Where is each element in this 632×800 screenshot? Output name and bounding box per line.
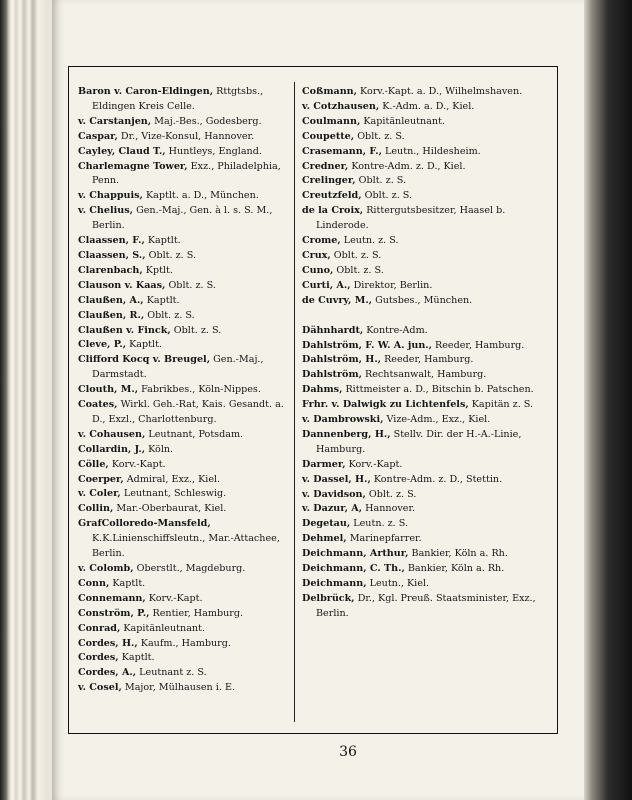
entry-details: Kaptlt.: [118, 652, 155, 664]
entry-details: Dr., Kgl. Preuß. Staatsminister, Exz., Berlin.: [316, 592, 536, 619]
directory-entry: [78, 473, 286, 488]
entry-details: Rttgtsbs., Eldingen Kreis Celle.: [92, 86, 264, 112]
directory-entry: [302, 517, 548, 532]
entry-details: Rechtsanwalt, Hamburg.: [361, 369, 487, 381]
directory-entry: [302, 383, 548, 398]
entry-name: Dähnhardt,: [302, 324, 364, 336]
directory-entry: [78, 487, 286, 502]
entry-name: Delbrück,: [302, 592, 355, 604]
directory-entry: [78, 458, 286, 473]
entry-details: Oblt. z. S.: [333, 264, 384, 276]
directory-entry: [78, 309, 286, 324]
entry-details: Kontre-Adm. z. D., Kiel.: [348, 160, 466, 172]
entry-name: v. Dazur, A,: [302, 503, 363, 515]
directory-entry: [302, 100, 548, 115]
entry-details: Bankier, Köln a. Rh.: [404, 563, 505, 575]
directory-entry: [302, 592, 548, 622]
directory-entry: [78, 666, 286, 681]
entry-name: Clouth, M.,: [78, 384, 139, 396]
directory-entry: [78, 622, 286, 637]
entry-name: Dahlström, F. W. A. jun.,: [302, 339, 432, 351]
directory-entry: [78, 353, 286, 383]
directory-entry: [302, 488, 548, 503]
entry-details: Oblt. z. S.: [144, 309, 195, 321]
entry-details: Kaptlt.: [144, 235, 181, 247]
directory-entry: [78, 130, 286, 145]
entry-details: Kaptlt.: [143, 294, 180, 306]
entry-name: Clifford Kocq v. Breugel,: [78, 354, 211, 366]
entry-name: Dannenberg, H.,: [302, 428, 391, 440]
entry-name: v. Dassel, H.,: [302, 473, 371, 485]
entry-details: Rentier, Hamburg.: [149, 607, 244, 619]
entry-details: Korv.-Kapt.: [345, 458, 403, 470]
directory-entry: [302, 85, 548, 100]
entry-name: v. Cohausen,: [78, 428, 146, 440]
entry-name: v. Carstanjen,: [78, 115, 152, 127]
entry-name: Baron v. Caron-Eldingen,: [78, 86, 214, 97]
entry-name: Crelinger,: [302, 175, 356, 187]
directory-entry: [302, 324, 548, 339]
directory-entry: [302, 130, 548, 145]
entry-details: Oblt. z. S.: [355, 175, 407, 187]
entry-details: Kaptlt. a. D., München.: [142, 190, 259, 202]
entry-name: Dahlström, H.,: [302, 354, 382, 366]
entry-name: Credner,: [302, 160, 349, 172]
directory-entry: [302, 160, 548, 175]
directory-entry: [302, 562, 548, 577]
entry-name: Cayley, Claud T.,: [78, 145, 166, 157]
entry-details: Leutn. z. S.: [350, 518, 409, 530]
entry-details: Leutnant z. S.: [136, 667, 207, 679]
directory-entry: [302, 428, 548, 458]
entry-details: Dr., Vize-Konsul, Hannover.: [117, 130, 255, 142]
entry-details: Leutnant, Schleswig.: [120, 488, 227, 500]
directory-entry: [78, 189, 286, 204]
directory-entry: [78, 294, 286, 309]
directory-entry: [78, 264, 286, 279]
entry-name: Coßmann,: [302, 86, 357, 97]
entry-details: Kontre-Adm. z. D., Stettin.: [370, 473, 503, 485]
entry-name: Deichmann, C. Th.,: [302, 563, 405, 575]
entry-name: Dehmel,: [302, 533, 347, 545]
entry-details: Oberstlt., Magdeburg.: [133, 563, 246, 574]
entry-details: Leutnant, Potsdam.: [145, 428, 244, 440]
entry-details: Hannover.: [362, 503, 416, 515]
directory-entry: [302, 353, 548, 368]
entry-name: Coulmann,: [302, 115, 361, 127]
book-page-edges: [0, 0, 60, 800]
right-column: [302, 85, 548, 622]
entry-details: Admiral, Exz., Kiel.: [123, 473, 221, 485]
entry-details: Kaptlt.: [109, 577, 146, 589]
entry-details: Maj.-Bes., Godesberg.: [151, 115, 262, 127]
directory-entry: [78, 145, 286, 160]
binding-shadow: [584, 0, 632, 800]
entry-name: Cordes,: [78, 652, 119, 664]
entry-details: Rittmeister a. D., Bitschin b. Patschen.: [342, 384, 534, 396]
entry-details: Mar.-Oberbaurat, Kiel.: [113, 503, 227, 515]
directory-entry: [78, 338, 286, 353]
entry-name: Crasemann, F.,: [302, 145, 382, 157]
entry-details: Köln.: [145, 443, 174, 455]
entry-details: Stellv. Dir. der H.-A.-Linie, Hamburg.: [316, 428, 522, 455]
directory-entry: [78, 160, 286, 190]
directory-entry: [302, 502, 548, 517]
left-column: [78, 85, 286, 696]
entry-details: Reeder, Hamburg.: [381, 354, 474, 366]
directory-entry: [302, 339, 548, 354]
directory-entry: [302, 174, 548, 189]
entry-details: Leutn. z. S.: [340, 235, 399, 247]
entry-details: Oblt. z. S.: [354, 130, 405, 142]
entry-details: Oblt. z. S.: [361, 190, 413, 202]
entry-details: Oblt. z. S.: [145, 249, 197, 261]
directory-entry: [302, 249, 548, 264]
entry-name: Creutzfeld,: [302, 190, 362, 202]
directory-entry: [78, 85, 286, 115]
directory-entry: [302, 279, 548, 294]
entry-name: v. Cotzhausen,: [302, 100, 380, 112]
directory-entry: [302, 264, 548, 279]
letter-section-gap: [302, 309, 548, 324]
directory-entry: [78, 562, 286, 577]
entry-details: Kapitän z. S.: [468, 399, 534, 411]
directory-entry: [78, 115, 286, 130]
entry-name: GrafColloredo-Mansfeld,: [78, 518, 211, 530]
entry-name: de Cuvry, M.,: [302, 294, 373, 306]
directory-entry: [78, 383, 286, 398]
directory-entry: [78, 592, 286, 607]
entry-details: Gen.-Maj., Gen. à l. s. S. M., Berlin.: [92, 205, 273, 232]
entry-name: v. Cosel,: [78, 682, 122, 694]
directory-entry: [78, 502, 286, 517]
directory-entry: [302, 234, 548, 249]
entry-name: Claassen, F.,: [78, 235, 145, 247]
entry-name: Coupette,: [302, 130, 355, 142]
entry-name: Frhr. v. Dalwigk zu Lichtenfels,: [302, 399, 469, 411]
entry-name: Conn,: [78, 577, 110, 589]
entry-name: Cölle,: [78, 458, 109, 470]
directory-entry: [78, 443, 286, 458]
entry-name: Dahlström,: [302, 369, 362, 381]
entry-name: Cordes, A.,: [78, 667, 137, 679]
directory-entry: [78, 651, 286, 666]
page-number: 36: [339, 744, 357, 760]
column-divider: [294, 82, 295, 722]
entry-name: Curti, A.,: [302, 279, 351, 291]
entry-details: Leutn., Kiel.: [366, 578, 430, 589]
directory-entry: [302, 473, 548, 488]
directory-entry: [302, 577, 548, 592]
directory-entry: [302, 145, 548, 160]
entry-details: Kaufm., Hamburg.: [137, 637, 231, 649]
directory-entry: [78, 234, 286, 249]
directory-entry: [302, 398, 548, 413]
entry-details: Kapitänleutnant.: [120, 622, 206, 634]
directory-entry: [302, 115, 548, 130]
entry-details: Rittergutsbesitzer, Haasel b. Linderode.: [316, 205, 506, 232]
entry-details: Kontre-Adm.: [363, 324, 428, 336]
entry-details: Huntleys, England.: [165, 145, 262, 157]
entry-details: Oblt. z. S.: [170, 324, 222, 336]
entry-name: Crux,: [302, 249, 331, 261]
directory-entry: [302, 368, 548, 383]
entry-name: Deichmann,: [302, 578, 367, 589]
entry-details: Korv.-Kapt.: [145, 592, 203, 604]
entry-details: Leutn., Hildesheim.: [381, 145, 481, 157]
entry-details: K.K.Linienschiffsleutn., Mar.-Attachee, Berlin.: [92, 533, 280, 560]
entry-name: Claußen, R.,: [78, 309, 145, 321]
entry-details: Reeder, Hamburg.: [431, 339, 525, 351]
directory-entry: [302, 532, 548, 547]
entry-name: Dahms,: [302, 384, 343, 396]
entry-name: Collin,: [78, 503, 114, 515]
entry-name: Crome,: [302, 235, 341, 247]
entry-name: Caspar,: [78, 130, 118, 142]
entry-details: K.-Adm. a. D., Kiel.: [379, 100, 475, 112]
entry-details: Fabrikbes., Köln-Nippes.: [138, 384, 261, 396]
directory-entry: [78, 607, 286, 622]
directory-entry: [78, 249, 286, 264]
entry-name: Claußen v. Finck,: [78, 324, 171, 336]
entry-name: Conström, P.,: [78, 607, 150, 619]
entry-name: Claassen, S.,: [78, 249, 146, 261]
entry-name: v. Dambrowski,: [302, 414, 384, 426]
directory-entry: [78, 324, 286, 339]
entry-details: Exz., Philadelphia, Penn.: [92, 160, 281, 187]
entry-details: Direktor, Berlin.: [350, 279, 433, 291]
directory-entry: [302, 458, 548, 473]
entry-details: Gutsbes., München.: [372, 294, 473, 306]
entry-name: Connemann,: [78, 592, 146, 604]
directory-entry: [78, 398, 286, 428]
entry-name: Coerper,: [78, 473, 124, 485]
entry-details: Vize-Adm., Exz., Kiel.: [383, 414, 491, 426]
entry-name: Cordes, H.,: [78, 637, 138, 649]
entry-name: v. Colomb,: [78, 563, 134, 574]
entry-details: Oblt. z. S.: [365, 488, 417, 500]
entry-name: Clauson v. Kaas,: [78, 279, 166, 291]
entry-details: Bankier, Köln a. Rh.: [408, 548, 508, 560]
entry-name: Darmer,: [302, 458, 346, 470]
entry-details: Kapitänleutnant.: [360, 115, 445, 127]
directory-entry: [78, 279, 286, 294]
directory-entry: [78, 428, 286, 443]
entry-name: v. Chappuis,: [78, 190, 143, 202]
directory-entry: [78, 577, 286, 592]
directory-entry: [78, 517, 286, 562]
directory-entry: [78, 681, 286, 696]
entry-name: v. Chelius,: [78, 205, 134, 217]
entry-details: Korv.-Kapt.: [108, 458, 166, 470]
entry-details: Kaptlt.: [126, 339, 162, 351]
entry-name: Charlemagne Tower,: [78, 160, 188, 172]
entry-details: Korv.-Kapt. a. D., Wilhelmshaven.: [356, 86, 523, 97]
entry-name: Cuno,: [302, 264, 334, 276]
directory-entry: [302, 547, 548, 562]
entry-details: Major, Mülhausen i. E.: [121, 682, 235, 694]
entry-name: Claußen, A.,: [78, 294, 144, 306]
directory-entry: [78, 637, 286, 652]
entry-name: Coates,: [78, 399, 118, 411]
entry-name: Cleve, P.,: [78, 339, 127, 351]
entry-name: v. Davidson,: [302, 488, 366, 500]
entry-details: Wirkl. Geh.-Rat, Kais. Gesandt. a. D., Exzl., Charlottenburg.: [92, 399, 284, 425]
entry-name: Deichmann, Arthur,: [302, 548, 409, 560]
entry-name: Degetau,: [302, 518, 351, 530]
entry-name: de la Croix,: [302, 205, 364, 217]
entry-details: Oblt. z. S.: [165, 279, 216, 291]
entry-name: Conrad,: [78, 622, 121, 634]
entry-name: Collardin, J.,: [78, 443, 146, 455]
directory-entry: [302, 204, 548, 234]
entry-details: Kptlt.: [142, 264, 173, 276]
entry-name: v. Coler,: [78, 488, 121, 500]
entry-name: Clarenbach,: [78, 264, 143, 276]
entry-details: Oblt. z. S.: [330, 249, 382, 261]
directory-entry: [78, 204, 286, 234]
directory-entry: [302, 294, 548, 309]
directory-entry: [302, 189, 548, 204]
entry-details: Marinepfarrer.: [346, 533, 422, 545]
entry-details: Gen.-Maj., Darmstadt.: [92, 354, 264, 381]
directory-entry: [302, 413, 548, 428]
